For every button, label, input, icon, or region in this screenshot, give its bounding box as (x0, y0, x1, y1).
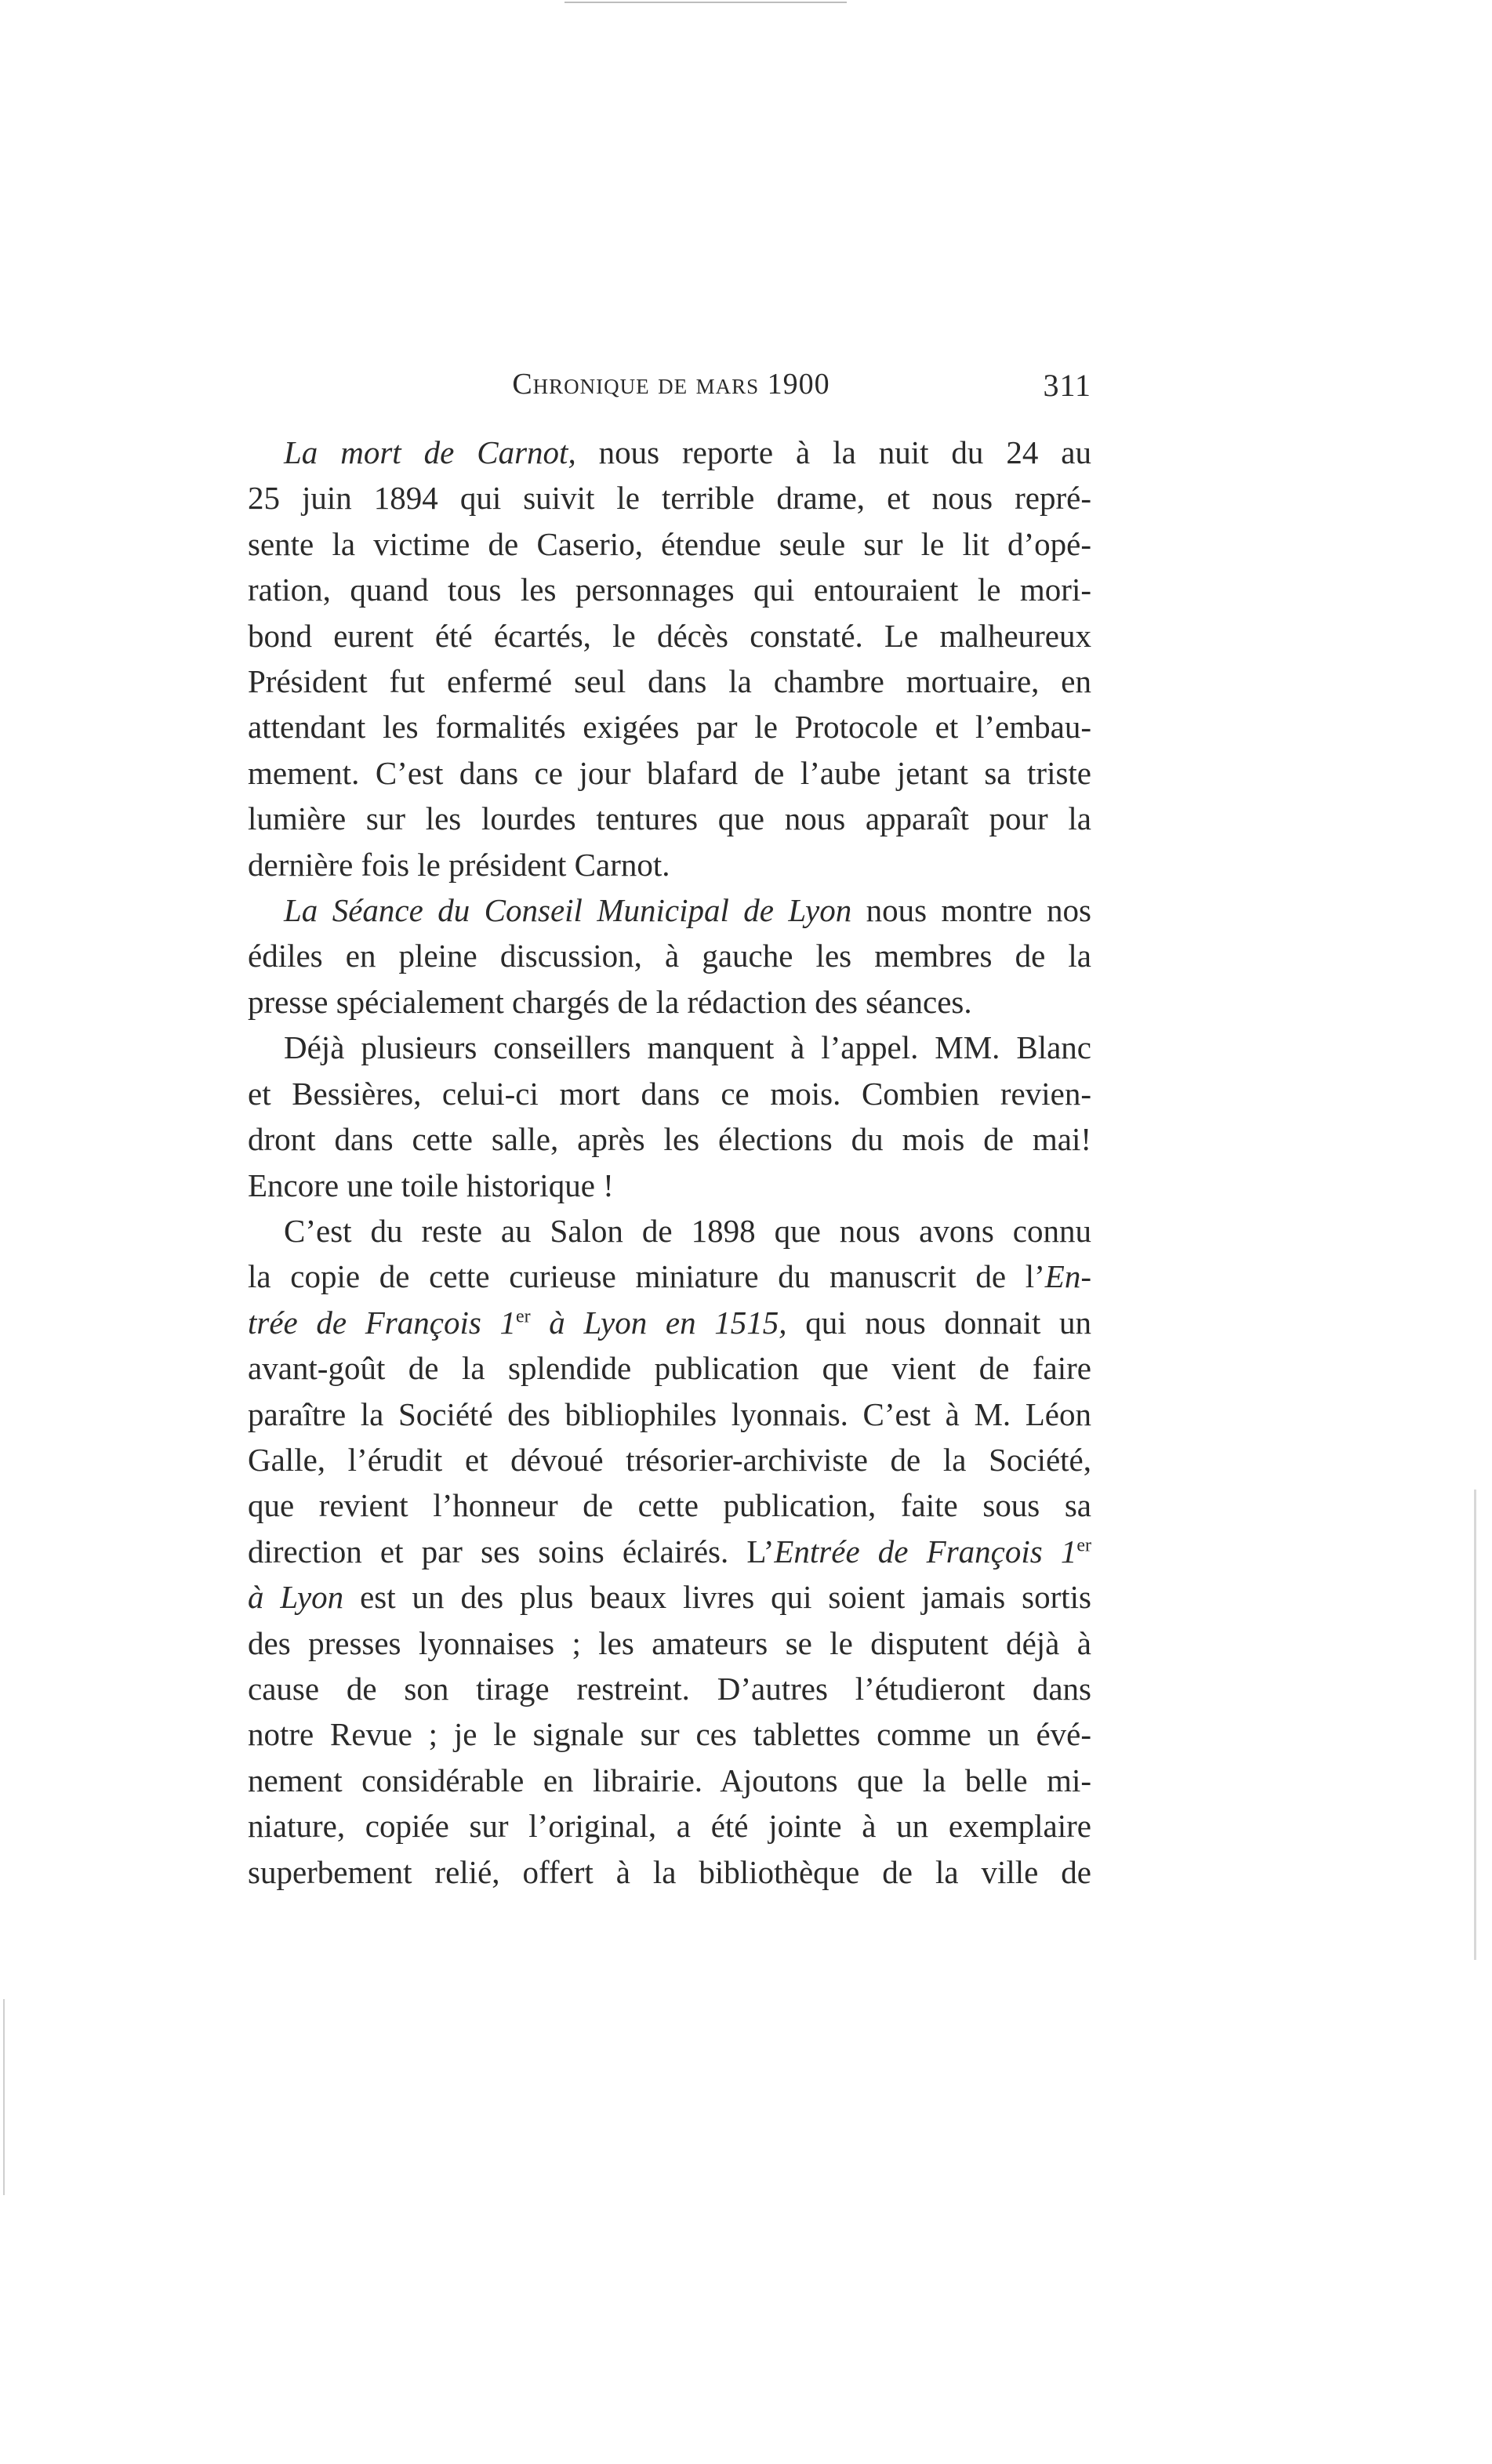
text-line: et Bessières, celui-ci mort dans ce mois. Combien revien- (248, 1075, 1091, 1112)
text-line: la copie de cette curieuse miniature du manuscrit de l’En- (248, 1258, 1091, 1295)
text-line: trée de François 1er à Lyon en 1515, qui nous donnait un (248, 1304, 1092, 1341)
text-line: sente la victime de Caserio, étendue seule sur le lit d’opé- (248, 525, 1091, 562)
text-line: La Séance du Conseil Municipal de Lyon nous montre nos (284, 892, 1092, 929)
italic-title: La mort de Carnot, (284, 434, 576, 470)
body-text (248, 430, 1091, 1895)
text-line: 25 juin 1894 qui suivit le terrible drame, et nous repré- (248, 480, 1091, 517)
text-line: dront dans cette salle, après les élections du mois de mai! (248, 1121, 1091, 1158)
page-number: 311 (1043, 368, 1091, 403)
text-line: à Lyon est un des plus beaux livres qui soient jamais sortis (248, 1579, 1091, 1616)
italic-title: La Séance du Conseil Municipal de Lyon (284, 892, 852, 929)
superscript: er (515, 1306, 531, 1327)
text-line: presse spécialement chargés de la rédaction des séances. (248, 983, 972, 1020)
scan-edge-mark-left (3, 1999, 5, 2195)
text-line: superbement relié, offert à la bibliothèque de la ville de (248, 1853, 1091, 1890)
text-line: que revient l’honneur de cette publication, faite sous sa (248, 1487, 1091, 1524)
text-line: des presses lyonnaises ; les amateurs se le disputent déjà à (248, 1624, 1091, 1661)
text-line: niature, copiée sur l’original, a été jointe à un exemplaire (248, 1808, 1091, 1845)
text-line: attendant les formalités exigées par le Protocole et l’embau- (248, 709, 1091, 746)
text-line: C’est du reste au Salon de 1898 que nous avons connu (284, 1212, 1091, 1249)
italic-title: à Lyon en 1515, (530, 1304, 787, 1341)
text-line: bond eurent été écartés, le décès constaté. Le malheureux (248, 617, 1091, 654)
italic-title: En- (1044, 1258, 1091, 1295)
text-line: Encore une toile historique ! (248, 1167, 614, 1203)
text-line: dernière fois le président Carnot. (248, 846, 670, 883)
text-line: paraître la Société des bibliophiles lyonnais. C’est à M. Léon (248, 1395, 1091, 1432)
text-line: avant-goût de la splendide publication que vient de faire (248, 1350, 1091, 1387)
scan-artifact-line (564, 2, 847, 3)
text-line: Galle, l’érudit et dévoué trésorier-archiviste de la Société, (248, 1441, 1091, 1478)
italic-title: trée de François 1 (248, 1304, 516, 1341)
text-line: mement. C’est dans ce jour blafard de l’aube jetant sa triste (248, 754, 1091, 791)
text-line: lumière sur les lourdes tentures que nous apparaît pour la (248, 800, 1091, 837)
running-title: Chronique de mars 1900 (512, 368, 830, 401)
text-line: édiles en pleine discussion, à gauche les membres de la (248, 938, 1091, 974)
text-line: La mort de Carnot, nous reporte à la nuit du 24 au (284, 434, 1091, 470)
text-line: nement considérable en librairie. Ajoutons que la belle mi- (248, 1762, 1091, 1798)
running-head (248, 367, 1094, 414)
text-line: notre Revue ; je le signale sur ces tablettes comme un évé- (248, 1716, 1091, 1753)
text-line: Président fut enfermé seul dans la chambre mortuaire, en (248, 663, 1091, 700)
text-line: ration, quand tous les personnages qui entouraient le mori- (248, 572, 1091, 608)
superscript: er (1076, 1535, 1091, 1556)
italic-title: à Lyon (248, 1579, 344, 1616)
text-line: Déjà plusieurs conseillers manquent à l’appel. MM. Blanc (284, 1029, 1091, 1066)
text-line: cause de son tirage restreint. D’autres l’étudieront dans (248, 1670, 1091, 1707)
scan-edge-mark (1474, 1490, 1476, 1960)
text-line: direction et par ses soins éclairés. L’Entrée de François 1er (248, 1533, 1091, 1569)
italic-title: Entrée de François 1 (774, 1533, 1077, 1569)
